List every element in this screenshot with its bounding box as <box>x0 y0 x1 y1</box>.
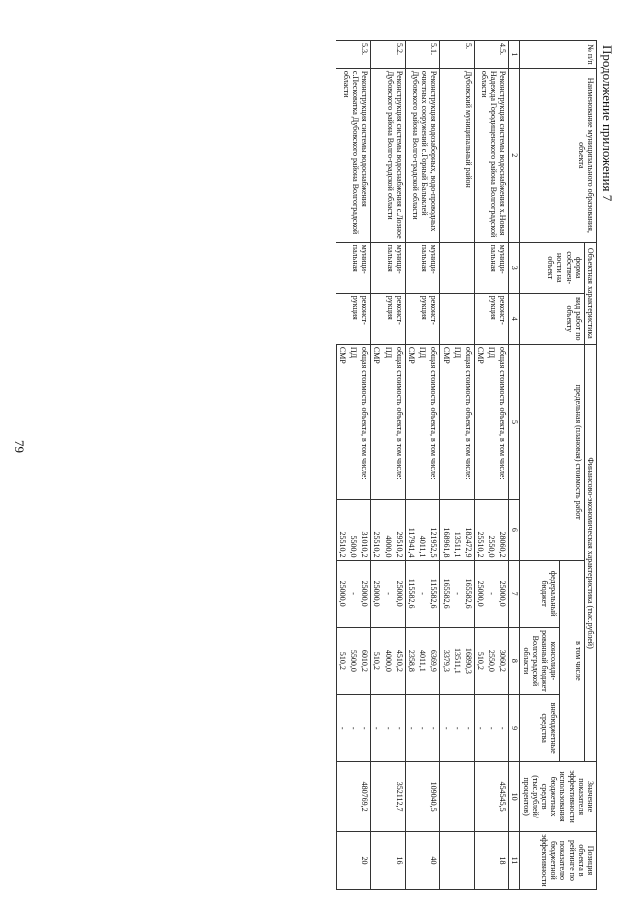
row-eff <box>417 762 428 832</box>
row-eff <box>382 762 393 832</box>
row-extra: - <box>474 695 486 762</box>
row-extra: - <box>497 695 509 762</box>
row-total: 13511,1 <box>452 500 463 560</box>
row-name: Реконструкция системы водоснабжения х.Новая Надежда Городищенского района Волгоградской области <box>474 68 509 242</box>
row-eff <box>452 762 463 832</box>
row-worktype <box>440 293 475 344</box>
row-line-label: СМР <box>336 344 348 499</box>
row-eff <box>486 762 497 832</box>
header-fed: федеральный бюджет <box>520 560 560 627</box>
row-fed: 165582,6 <box>463 560 475 627</box>
row-extra: - <box>394 695 406 762</box>
row-fed: - <box>486 560 497 627</box>
header-fin: Финансово-экономическая характеристика (тыс.рублей) <box>584 344 596 762</box>
header-incl: в том числе <box>560 560 585 762</box>
row-co: 2550,0 <box>486 627 497 694</box>
header-pos: Позиция объекта в рейтинге по показателю бюджетной эффективности <box>520 831 597 889</box>
row-extra: - <box>486 695 497 762</box>
row-fed: 115582,6 <box>405 560 417 627</box>
row-total: 4011,1 <box>417 500 428 560</box>
row-line-label: ПД <box>486 344 497 499</box>
row-fed: - <box>417 560 428 627</box>
header-worktype: вид работ по объекту <box>520 293 584 344</box>
row-extra: - <box>371 695 383 762</box>
header-objchar: Объектная характеристика <box>584 242 596 344</box>
row-pos: 20 <box>359 831 371 889</box>
row-line-label: общая стоимость объекта, в том числе: <box>463 344 475 499</box>
row-name: Реконструкция водозаборных, водо-проводных очистных сооружений с.Горный Балыклей Дубовского района Волго-градской области <box>405 68 440 242</box>
row-eff <box>440 762 452 832</box>
colnum: 5 <box>509 344 520 499</box>
colnum: 1 <box>509 41 520 69</box>
row-co: 2358,8 <box>405 627 417 694</box>
row-name: Реконструкция системы водоснабжения с.Песковатка Дубовского района Волгоградской области <box>336 68 371 242</box>
row-co: 3060,2 <box>497 627 509 694</box>
colnum: 6 <box>509 500 520 560</box>
row-pos: 18 <box>497 831 509 889</box>
row-fed: 25000,0 <box>359 560 371 627</box>
colnum: 7 <box>509 560 520 627</box>
row-fed: 25000,0 <box>371 560 383 627</box>
row-total: 25510,2 <box>474 500 486 560</box>
row-num: 5.3. <box>336 41 371 69</box>
row-extra: - <box>440 695 452 762</box>
row-line-label: ПД <box>382 344 393 499</box>
row-form <box>440 242 475 293</box>
row-co: 16890,3 <box>463 627 475 694</box>
row-co: 4011,1 <box>417 627 428 694</box>
row-pos <box>382 831 393 889</box>
row-fed: - <box>452 560 463 627</box>
row-extra: - <box>405 695 417 762</box>
row-co: 6369,9 <box>428 627 440 694</box>
row-name: Реконструкция системы водоснабжения с.Лозное Дубовского района Волго-градской области <box>371 68 406 242</box>
row-fed: 25000,0 <box>394 560 406 627</box>
row-form: муници-пальная <box>336 242 371 293</box>
row-line-label: общая стоимость объекта, в том числе: <box>394 344 406 499</box>
row-extra: - <box>359 695 371 762</box>
header-cost: предельная (плановая) стоимость работ <box>520 344 584 560</box>
row-eff: 109040,5 <box>428 762 440 832</box>
row-pos: 40 <box>428 831 440 889</box>
row-eff <box>474 762 486 832</box>
row-line-label: общая стоимость объекта, в том числе: <box>428 344 440 499</box>
appendix-label: Продолжение приложения 7 <box>600 45 615 202</box>
row-worktype: реконст-рукция <box>405 293 440 344</box>
row-form: муници-пальная <box>371 242 406 293</box>
row-form: муници-пальная <box>405 242 440 293</box>
row-pos <box>336 831 348 889</box>
row-num: 4.5. <box>474 41 509 69</box>
row-extra: - <box>463 695 475 762</box>
row-pos <box>452 831 463 889</box>
table-row <box>497 41 509 890</box>
row-worktype: реконст-рукция <box>371 293 406 344</box>
row-extra: - <box>336 695 348 762</box>
colnum: 2 <box>509 68 520 242</box>
row-pos <box>486 831 497 889</box>
row-co: 4000,0 <box>382 627 393 694</box>
row-fed: 165582,6 <box>440 560 452 627</box>
column-number-row <box>509 41 520 890</box>
row-pos: 16 <box>394 831 406 889</box>
header-co: консолиди-рованный бюджет Волгоградской области <box>520 627 560 694</box>
row-num: 5.1. <box>405 41 440 69</box>
row-pos <box>417 831 428 889</box>
row-extra: - <box>428 695 440 762</box>
row-total: 4000,0 <box>382 500 393 560</box>
row-extra: - <box>452 695 463 762</box>
row-total: 168961,8 <box>440 500 452 560</box>
row-num: 5. <box>440 41 475 69</box>
row-eff <box>405 762 417 832</box>
row-pos <box>440 831 452 889</box>
row-form: муници-пальная <box>474 242 509 293</box>
header-form: форма собствен-ности на объект <box>520 242 584 293</box>
row-pos <box>371 831 383 889</box>
rotated-table-container <box>169 40 597 890</box>
header-num: № п/п <box>520 41 597 69</box>
colnum: 10 <box>509 762 520 832</box>
row-num: 5.2. <box>371 41 406 69</box>
row-co: 5500,0 <box>348 627 359 694</box>
table-row <box>428 41 440 890</box>
colnum: 3 <box>509 242 520 293</box>
page-number: 79 <box>12 440 27 453</box>
table-row <box>394 41 406 890</box>
row-fed: 25000,0 <box>336 560 348 627</box>
row-total: 5500,0 <box>348 500 359 560</box>
row-total: 29510,2 <box>394 500 406 560</box>
colnum: 8 <box>509 627 520 694</box>
row-eff: 352112,7 <box>394 762 406 832</box>
row-line-label: общая стоимость объекта, в том числе: <box>497 344 509 499</box>
row-line-label: СМР <box>405 344 417 499</box>
row-co: 6010,2 <box>359 627 371 694</box>
row-line-label: СМР <box>474 344 486 499</box>
row-pos <box>348 831 359 889</box>
row-worktype: реконст-рукция <box>474 293 509 344</box>
row-extra: - <box>417 695 428 762</box>
row-total: 2550,0 <box>486 500 497 560</box>
table-row <box>359 41 371 890</box>
header-row-1 <box>584 41 596 890</box>
table-body <box>336 41 509 890</box>
finance-table <box>336 40 597 890</box>
row-co: 510,2 <box>371 627 383 694</box>
row-pos <box>405 831 417 889</box>
table-row <box>463 41 475 890</box>
row-worktype: реконст-рукция <box>336 293 371 344</box>
row-total: 28060,2 <box>497 500 509 560</box>
row-total: 121952,5 <box>428 500 440 560</box>
header-extra: внебюджетные средства <box>520 695 560 762</box>
row-eff: 454545,5 <box>497 762 509 832</box>
row-total: 117941,4 <box>405 500 417 560</box>
row-co: 4510,2 <box>394 627 406 694</box>
row-pos <box>463 831 475 889</box>
row-total: 182472,9 <box>463 500 475 560</box>
row-total: 25510,2 <box>336 500 348 560</box>
row-eff <box>336 762 348 832</box>
row-co: 13511,1 <box>452 627 463 694</box>
row-eff <box>463 762 475 832</box>
row-co: 510,2 <box>336 627 348 694</box>
colnum: 11 <box>509 831 520 889</box>
row-total: 31010,2 <box>359 500 371 560</box>
row-extra: - <box>382 695 393 762</box>
row-co: 510,2 <box>474 627 486 694</box>
colnum: 4 <box>509 293 520 344</box>
header-name: Наименование муниципального образования, объекта <box>520 68 597 242</box>
row-eff <box>371 762 383 832</box>
row-line-label: ПД <box>417 344 428 499</box>
row-fed: - <box>382 560 393 627</box>
row-line-label: общая стоимость объекта, в том числе: <box>359 344 371 499</box>
row-fed: 25000,0 <box>474 560 486 627</box>
row-fed: - <box>348 560 359 627</box>
row-eff: 480769,2 <box>359 762 371 832</box>
row-total: 25510,2 <box>371 500 383 560</box>
row-line-label: ПД <box>348 344 359 499</box>
colnum: 9 <box>509 695 520 762</box>
row-line-label: ПД <box>452 344 463 499</box>
row-fed: 115582,6 <box>428 560 440 627</box>
row-line-label: СМР <box>371 344 383 499</box>
row-name: Дубовский муниципальный район <box>440 68 475 242</box>
row-line-label: СМР <box>440 344 452 499</box>
header-eff: Значение показателя эффективности использования бюджетных средств (тыс.рублей/процентов) <box>520 762 597 832</box>
row-fed: 25000,0 <box>497 560 509 627</box>
row-eff <box>348 762 359 832</box>
row-co: 3379,3 <box>440 627 452 694</box>
row-extra: - <box>348 695 359 762</box>
row-pos <box>474 831 486 889</box>
